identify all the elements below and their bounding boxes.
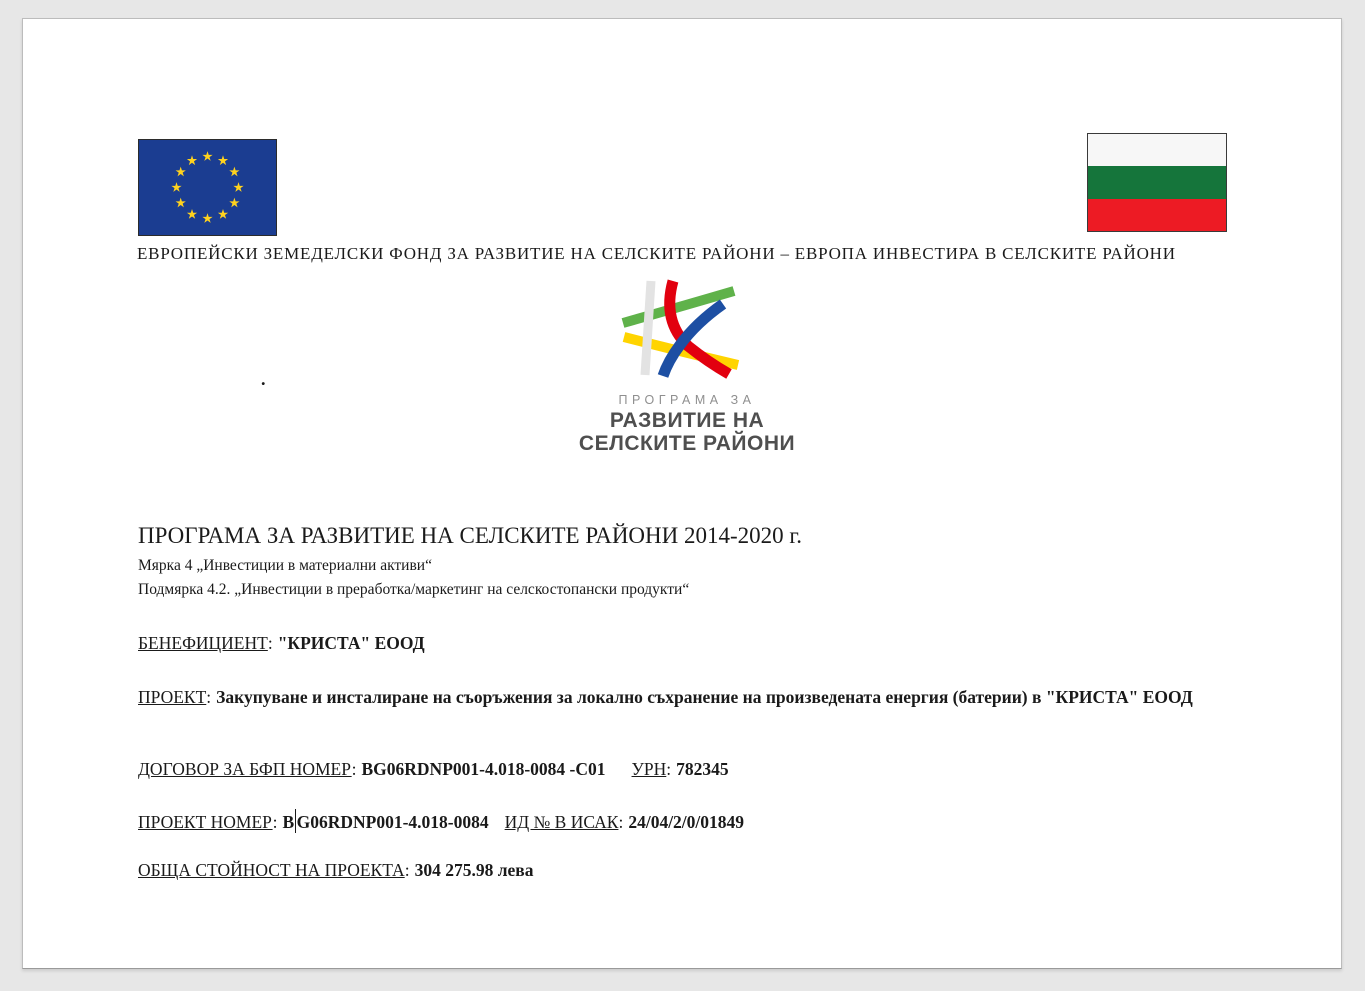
logo-tagline: ПРОГРАМА ЗА (618, 393, 756, 407)
logo-title-line1: РАЗВИТИЕ НА (609, 409, 765, 432)
isak-value: 24/04/2/0/01849 (628, 812, 745, 832)
total-value-line (138, 860, 533, 881)
eu-flag (138, 139, 277, 236)
logo-title-line2: СЕЛСКИТЕ РАЙОНИ (578, 432, 796, 455)
urn-label: УРН (631, 759, 667, 779)
beneficiary-value: "КРИСТА" ЕООД (277, 633, 425, 653)
measure-line: Мярка 4 „Инвестиции в материални активи“ (138, 557, 432, 574)
beneficiary-label: БЕНЕФИЦИЕНТ (138, 633, 268, 653)
project-value: Закупуване и инсталиране на съоръжения за локално съхранение на произведената енергия (батерии) в "КРИСТА" ЕООД (216, 687, 1193, 707)
contract-value: BG06RDNP001-4.018-0084 -C01 (361, 759, 606, 779)
programme-title: ПРОГРАМА ЗА РАЗВИТИЕ НА СЕЛСКИТЕ РАЙОНИ 2014-2020 г. (138, 523, 803, 548)
isak-colon: : (618, 812, 624, 832)
total-colon: : (404, 860, 410, 880)
contract-label: ДОГОВОР ЗА БФП НОМЕР (138, 759, 352, 779)
project-number-value-after-cursor: G06RDNP001-4.018-0084 (296, 812, 489, 832)
project-number-line (138, 809, 744, 833)
project-number-colon: : (272, 812, 278, 832)
contract-line (138, 759, 729, 780)
project-colon: : (206, 687, 212, 707)
rural-development-programme-logo-text (517, 393, 857, 455)
project-line (138, 683, 1223, 713)
contract-colon: : (351, 759, 357, 779)
rural-development-programme-logo-icon (596, 261, 741, 379)
project-number-value-before-cursor: B (282, 812, 295, 832)
urn-value: 782345 (676, 759, 729, 779)
submeasure-line: Подмярка 4.2. „Инвестиции в преработка/маркетинг на селскостопански продукти“ (138, 581, 690, 598)
beneficiary-line (138, 633, 425, 654)
total-label: ОБЩА СТОЙНОСТ НА ПРОЕКТА (138, 860, 405, 880)
stray-period: . (261, 369, 266, 389)
project-label: ПРОЕКТ (138, 687, 207, 707)
project-number-label: ПРОЕКТ НОМЕР (138, 812, 273, 832)
eafrd-banner-text: ЕВРОПЕЙСКИ ЗЕМЕДЕЛСКИ ФОНД ЗА РАЗВИТИЕ НА СЕЛСКИТЕ РАЙОНИ – ЕВРОПА ИНВЕСТИРА В СЕЛСКИТЕ РАЙОНИ (137, 244, 1176, 263)
isak-label: ИД № В ИСАК (504, 812, 619, 832)
urn-colon: : (666, 759, 672, 779)
bulgaria-flag (1087, 133, 1227, 232)
document-page[interactable] (22, 18, 1342, 969)
beneficiary-colon: : (267, 633, 273, 653)
total-value: 304 275.98 лева (414, 860, 534, 880)
